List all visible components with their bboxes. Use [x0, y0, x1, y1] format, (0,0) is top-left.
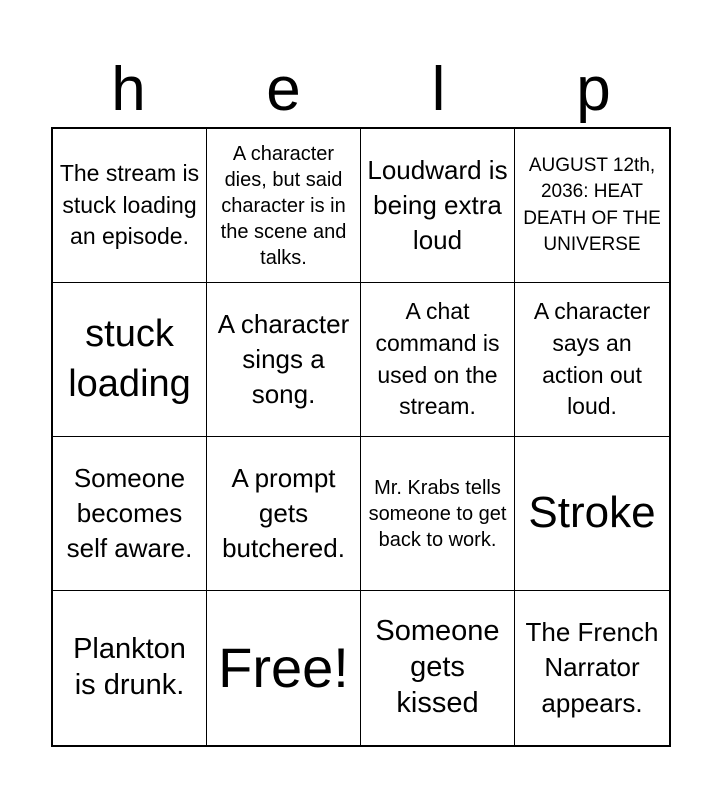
- bingo-cell-text: Plankton is drunk.: [73, 633, 186, 701]
- bingo-cell[interactable]: [361, 437, 515, 591]
- bingo-cell[interactable]: [207, 129, 361, 283]
- bingo-cell[interactable]: [53, 283, 207, 437]
- free-space-text: Free!: [218, 636, 349, 700]
- bingo-cell[interactable]: [53, 129, 207, 283]
- bingo-cell-text: Loudward is being extra loud: [367, 154, 508, 256]
- bingo-cell-text: Someone gets kissed: [375, 615, 500, 719]
- bingo-cell-text: A character says an action out loud.: [533, 298, 651, 420]
- bingo-cell-text: A prompt gets butchered.: [222, 462, 345, 564]
- bingo-cell-text: stuck loading: [68, 313, 191, 405]
- bingo-title: [51, 52, 671, 128]
- bingo-cell-text: The French Narrator appears.: [525, 617, 659, 718]
- bingo-cell[interactable]: [207, 283, 361, 437]
- bingo-cell[interactable]: [53, 591, 207, 745]
- bingo-cell-text: A chat command is used on the stream.: [375, 298, 500, 420]
- bingo-cell-text: AUGUST 12th, 2036: HEAT DEATH OF THE UNIVERSE: [523, 155, 661, 255]
- bingo-cell[interactable]: [515, 437, 669, 591]
- bingo-cell-text: Someone becomes self aware.: [66, 462, 193, 564]
- bingo-cell-text: Mr. Krabs tells someone to get back to work.: [368, 476, 507, 551]
- title-letter-l: l: [431, 55, 446, 124]
- bingo-cell-free[interactable]: [207, 591, 361, 745]
- bingo-cell[interactable]: [361, 283, 515, 437]
- bingo-cell[interactable]: [53, 437, 207, 591]
- bingo-cell-text: A character sings a song.: [217, 308, 350, 410]
- bingo-cell[interactable]: [515, 129, 669, 283]
- title-letter-p: p: [576, 55, 611, 124]
- bingo-cell[interactable]: [515, 591, 669, 745]
- bingo-cell[interactable]: [515, 283, 669, 437]
- bingo-cell[interactable]: [207, 437, 361, 591]
- bingo-board: [51, 127, 671, 747]
- title-letter-h: h: [111, 55, 146, 124]
- bingo-cell-text: A character dies, but said character is in the scene and talks.: [220, 142, 347, 269]
- title-letter-e: e: [266, 55, 301, 124]
- bingo-cell-text: Stroke: [528, 488, 656, 538]
- bingo-cell[interactable]: [361, 591, 515, 745]
- bingo-cell[interactable]: [361, 129, 515, 283]
- bingo-cell-text: The stream is stuck loading an episode.: [59, 159, 200, 250]
